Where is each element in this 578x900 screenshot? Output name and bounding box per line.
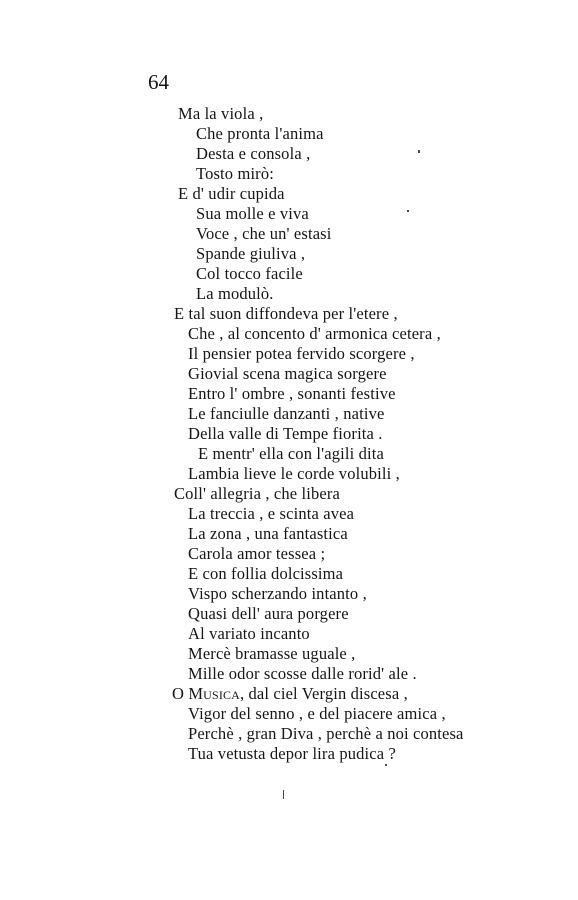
poem-line: Mercè bramasse uguale ,: [188, 644, 356, 663]
ink-speck: [283, 790, 284, 799]
poem-line: Entro l' ombre , sonanti festive: [188, 384, 396, 403]
poem-line: Il pensier potea fervido scorgere ,: [188, 344, 415, 363]
poem-line: Giovial scena magica sorgere: [188, 364, 387, 383]
ink-speck: [407, 210, 409, 212]
poem-line: E con follia dolcissima: [188, 564, 344, 583]
poem-line: Lambia lieve le corde volubili ,: [188, 464, 400, 483]
poem-line: Carola amor tessea ;: [188, 544, 326, 563]
poem-line: Tua vetusta depor lira pudica ?: [188, 744, 396, 763]
poem-line: Mille odor scosse dalle rorid' ale .: [188, 664, 417, 683]
poem-line: Coll' allegria , che libera: [174, 484, 340, 503]
poem-line: Che pronta l'anima: [196, 124, 324, 143]
poem-line: La treccia , e scinta avea: [188, 504, 355, 523]
poem-line: Vigor del senno , e del piacere amica ,: [188, 704, 446, 723]
poem-line: Vispo scherzando intanto ,: [188, 584, 367, 603]
poem-line: E mentr' ella con l'agili dita: [198, 444, 384, 463]
musica-word: Musica: [188, 684, 240, 703]
poem-line: Le fanciulle danzanti , native: [188, 404, 385, 423]
poem-line: La zona , una fantastica: [188, 524, 348, 543]
poem-line: Della valle di Tempe fiorita .: [188, 424, 383, 443]
poem-line: Sua molle e viva: [196, 204, 309, 223]
ink-speck: [385, 764, 387, 766]
page-number: 64: [148, 70, 169, 94]
poem-line: Perchè , gran Diva , perchè a noi contesa: [188, 724, 464, 743]
ink-speck: [418, 150, 420, 153]
poem-line: Spande giuliva ,: [196, 244, 306, 263]
poem-line: E d' udir cupida: [178, 184, 285, 203]
poem-line: La modulò.: [196, 284, 274, 303]
poem-line: E tal suon diffondeva per l'etere ,: [174, 304, 398, 323]
poem-line: Al variato incanto: [188, 624, 310, 643]
poem-line-rest: , dal ciel Vergin discesa ,: [239, 684, 408, 703]
poem-line: Col tocco facile: [196, 264, 303, 283]
poem-line: Tosto mirò:: [196, 164, 274, 183]
invocation-o: O: [172, 684, 185, 703]
poem-line: Desta e consola ,: [196, 144, 311, 163]
poem-line: [172, 684, 408, 704]
poem-line: Ma la viola ,: [178, 104, 264, 123]
poem-line: Voce , che un' estasi: [196, 224, 332, 243]
poem-line: Quasi dell' aura porgere: [188, 604, 349, 623]
poem-line: Che , al concento d' armonica cetera ,: [188, 324, 441, 343]
